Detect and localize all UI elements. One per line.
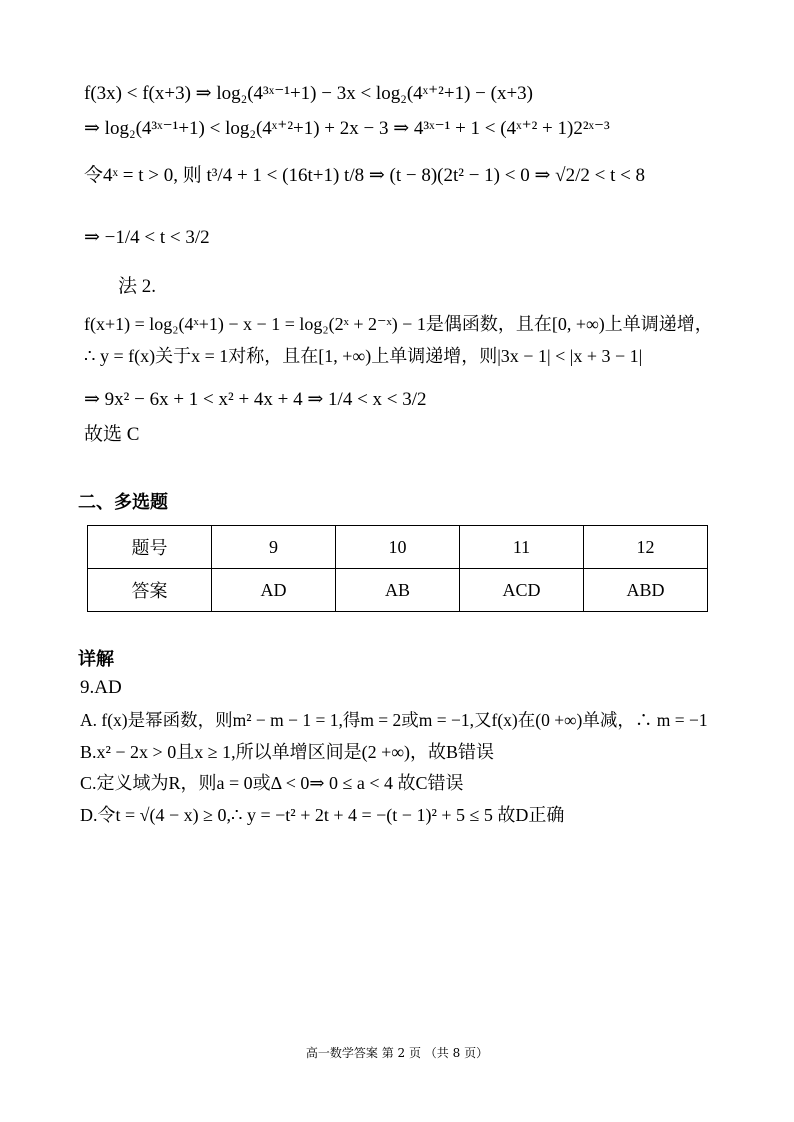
option-d-explanation: D.令t = √(4 − x) ≥ 0,∴ y = −t² + 2t + 4 = −(t − 1)² + 5 ≤ 5 故D正确 xyxy=(80,805,565,825)
derivation-line-4: ⇒ −1/4 < t < 3/2 xyxy=(84,227,210,248)
method-2-label: 法 2. xyxy=(118,276,157,297)
section-title: 二、多选题 xyxy=(78,492,168,513)
derivation-line-7: ⇒ 9x² − 6x + 1 < x² + 4x + 4 ⇒ 1/4 < x < 3/2 xyxy=(84,389,427,410)
option-a-explanation: A. f(x)是幂函数，则m² − m − 1 = 1,得m = 2或m = −1,又f(x)在(0 +∞)单减，∴ m = −1 xyxy=(80,710,708,730)
question-9-answer: 9.AD xyxy=(80,677,122,698)
table-row-numbers xyxy=(88,526,708,569)
derivation-line-1: f(3x) < f(x+3) ⇒ log₂(4³ˣ⁻¹+1) − 3x < log₂(4ˣ⁺²+1) − (x+3) xyxy=(84,83,534,104)
table-cell-answer: ACD xyxy=(460,569,584,612)
table-row-answers xyxy=(88,569,708,612)
derivation-line-2: ⇒ log₂(4³ˣ⁻¹+1) < log₂(4ˣ⁺²+1) + 2x − 3 ⇒ 4³ˣ⁻¹ + 1 < (4ˣ⁺² + 1)2²ˣ⁻³ xyxy=(84,118,610,139)
table-cell-answer: AD xyxy=(212,569,336,612)
table-cell-number: 10 xyxy=(336,526,460,569)
table-cell-number: 11 xyxy=(460,526,584,569)
table-cell-number: 9 xyxy=(212,526,336,569)
option-b-explanation: B.x² − 2x > 0且x ≥ 1,所以单增区间是(2 +∞)，故B错误 xyxy=(80,742,495,762)
table-cell-answer: AB xyxy=(336,569,460,612)
derivation-line-5: f(x+1) = log₂(4ˣ+1) − x − 1 = log₂(2ˣ + 2⁻ˣ) − 1是偶函数，且在[0, +∞)上单调递增， xyxy=(84,314,713,334)
table-cell-answer: ABD xyxy=(584,569,708,612)
derivation-line-6: ∴ y = f(x)关于x = 1对称，且在[1, +∞)上单调递增，则|3x − 1| < |x + 3 − 1| xyxy=(84,346,643,366)
answer-table xyxy=(87,525,708,612)
derivation-line-3: 令4ˣ = t > 0, 则 t³/4 + 1 < (16t+1) t/8 ⇒ (t − 8)(2t² − 1) < 0 ⇒ √2/2 < t < 8 xyxy=(84,165,646,186)
conclusion-line: 故选 C xyxy=(84,424,140,445)
explanation-title: 详解 xyxy=(78,649,114,670)
option-c-explanation: C.定义域为R，则a = 0或Δ < 0⇒ 0 ≤ a < 4 故C错误 xyxy=(80,773,464,793)
table-cell-number: 12 xyxy=(584,526,708,569)
table-answer-label: 答案 xyxy=(88,569,212,612)
table-header-label: 题号 xyxy=(88,526,212,569)
page-footer: 高一数学答案 第 2 页 （共 8 页） xyxy=(305,1046,489,1060)
